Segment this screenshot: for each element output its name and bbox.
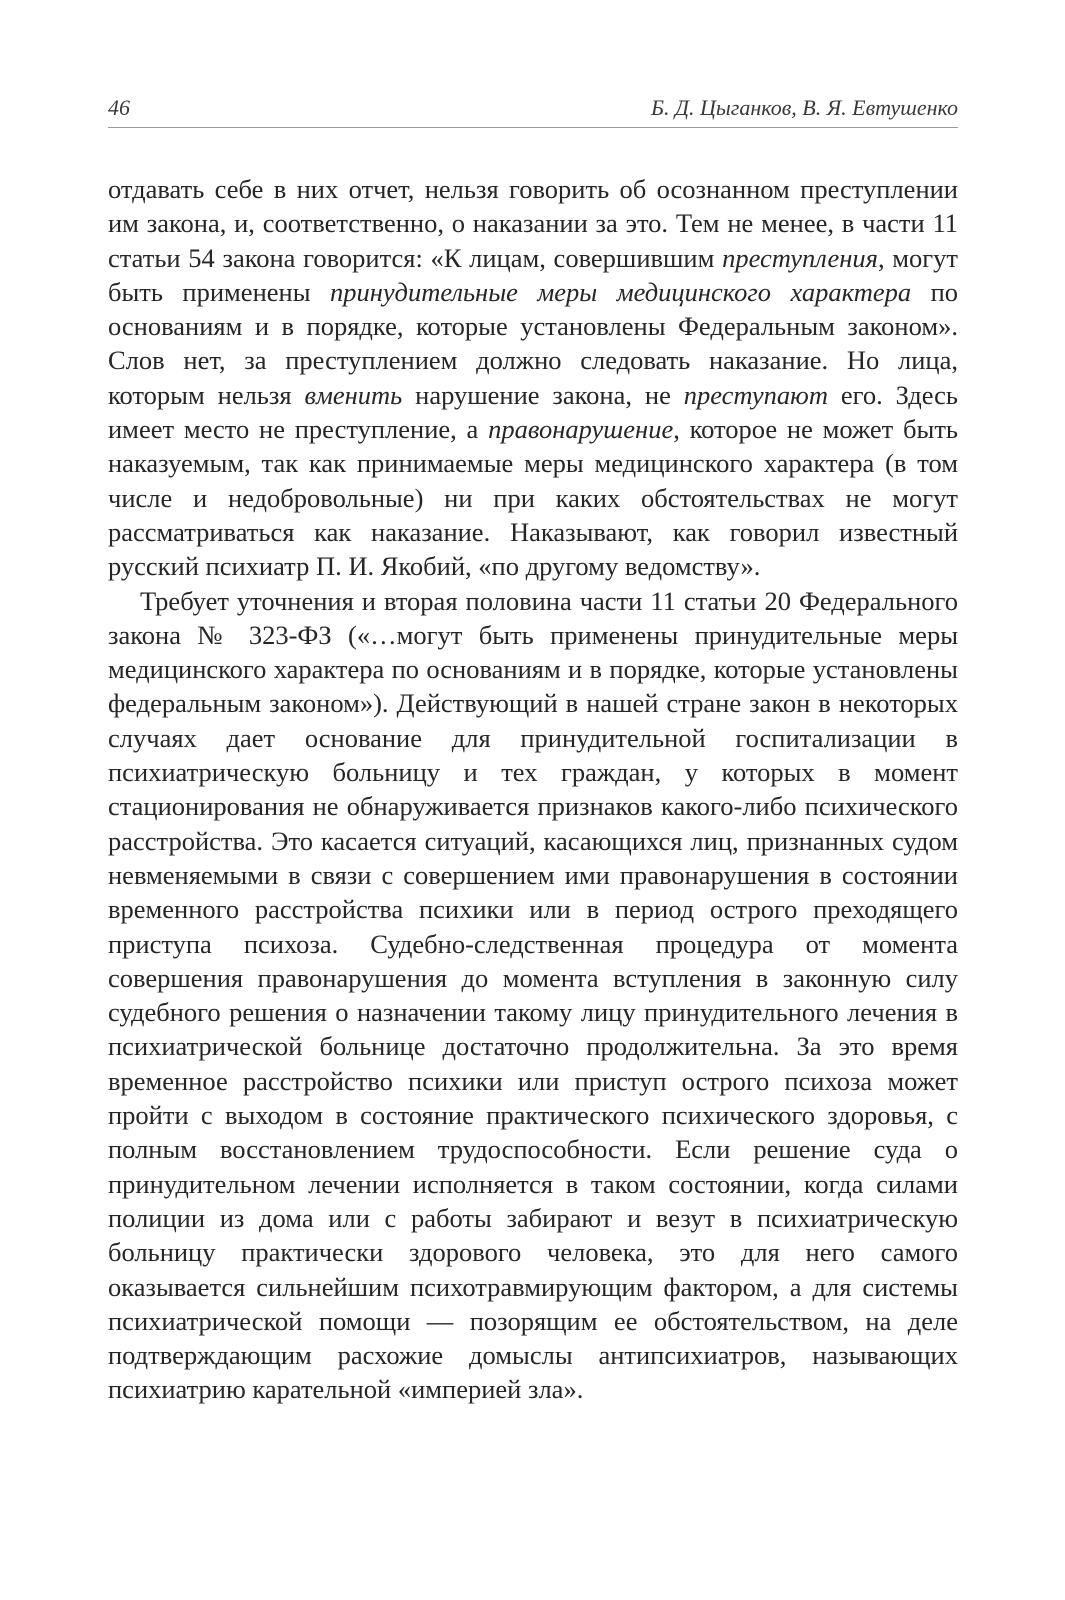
paragraph-1: [108, 172, 958, 584]
paragraph-1-text: , которое не может быть наказуемым, так как принимаемые меры медицинского характера (в том числе и недобровольные) ни при каких обстоятельствах не могут рассматриваться как наказание. Наказывают, как говорил известный русский психиатр П. И. Якобий, «по другому ведомству».: [108, 414, 958, 582]
paragraph-1-text: его. Здесь имеет место не преступление, а: [108, 379, 958, 445]
body-text: [108, 172, 958, 1407]
italic-term: преступления: [722, 242, 878, 273]
paragraph-1-text: , могут быть применены: [108, 242, 958, 307]
running-head-authors: Б. Д. Цыганков, В. Я. Евтушенко: [651, 95, 958, 120]
paragraph-1-text: нарушение закона, не: [402, 379, 684, 410]
italic-term: принудительные меры медицинского характера: [329, 276, 912, 307]
paragraph-1-text: по основаниям и в порядке, которые установлены Федеральным законом». Слов нет, за преступлением должно следовать наказание. Но лица, которым нельзя: [108, 276, 959, 410]
page-number: 46: [108, 95, 130, 120]
header-rule: [108, 127, 958, 128]
italic-term: правонарушение: [488, 414, 674, 445]
paragraph-1-text: отдавать себе в них отчет, нельзя говорить об осознанном преступлении им закона, и, соответственно, о наказании за это. Тем не менее, в части 11 статьи 54 закона говорится: «К лицам, совершившим: [108, 174, 958, 273]
italic-term: преступают: [683, 379, 828, 410]
italic-term: вменить: [304, 379, 403, 410]
running-head: [108, 93, 958, 125]
paragraph-2: Требует уточнения и вторая половина части 11 статьи 20 Федерального закона № 323-ФЗ («…могут быть применены принудительные меры медицинского характера по основаниям и в порядке, которые установлены федеральным законом»). Действующий в нашей стране закон в некоторых случаях дает основание для принудительной госпитализации в психиатрическую больницу и тех граждан, у которых в момент стационирования не обнаруживается признаков какого-либо психического расстройства. Это касается ситуаций, касающихся лиц, признанных судом невменяемыми в связи с совершением ими правонарушения в состоянии временного расстройства психики или в период острого преходящего приступа психоза. Судебно-следственная процедура от момента совершения правонарушения до момента вступления в законную силу судебного решения о назначении такому лицу принудительного лечения в психиатрической больнице достаточно продолжительна. За это время временное расстройство психики или приступ острого психоза может пройти с выходом в состояние практического психического здоровья, с полным восстановлением трудоспособности. Если решение суда о принудительном лечении исполняется в таком состоянии, когда силами полиции из дома или с работы забирают и везут в психиатрическую больницу практически здорового человека, это для него самого оказывается сильнейшим психотравмирующим фактором, а для системы психиатрической помощи — позорящим ее обстоятельством, на деле подтверждающим расхожие домыслы антипсихиатров, называющих психиатрию карательной «империей зла».: [108, 585, 958, 1405]
